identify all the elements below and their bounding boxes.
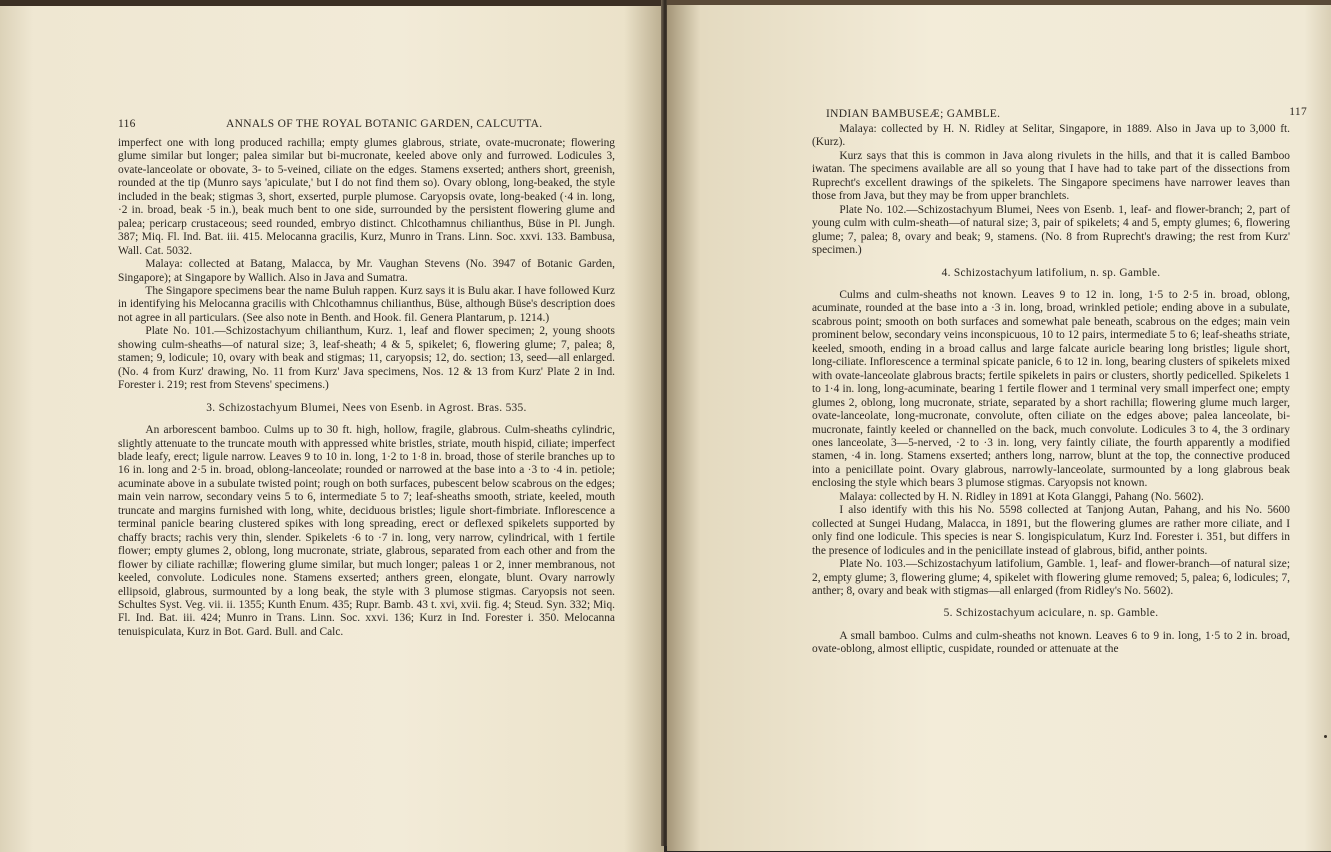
section-heading: 4. Schizostachyum latifolium, n. sp. Gamble. xyxy=(941,266,1161,279)
paragraph: Malaya: collected at Batang, Malacca, by Mr. Vaughan Stevens (No. 3947 of Botanic Garden, Singapore); at Singapore by Wallich. Also in Java and Sumatra. xyxy=(118,258,615,284)
paragraph: The Singapore specimens bear the name Buluh rappen. Kurz says it is Bulu akar. I have followed Kurz in identifying his Melocanna gracilis with Chlcothamnus chilianthus, Büse, although Büse's description does not agree in all particulars. (See also note in Benth. and Hook. fil. Genera Plantarum, p. 1214.) xyxy=(118,284,615,324)
left-page-number: 116 xyxy=(118,118,136,130)
left-running-head: ANNALS OF THE ROYAL BOTANIC GARDEN, CALCUTTA. xyxy=(226,118,543,130)
paragraph: Kurz says that this is common in Java along rivulets in the hills, and that it is called Bamboo iwatan. The specimens available are all so young that I have had to take part of the dissections from Ruprecht's excellent drawings of the spikelets. The Singapore specimens have narrower leaves than those from Java, but they may be from upper branchlets. xyxy=(812,149,1290,203)
paragraph: I also identify with this his No. 5598 collected at Tanjong Autan, Pahang, and his No. 5600 collected at Sungei Hudang, Malacca, in 1891, but the flowering glumes are rather more ciliate, and I only find one lodicule. This species is near S. longispiculatum, Kurz Ind. Forester i. 351, but differs in the presence of lodicules and in the penicillate instead of glabrous, bifid, anther points. xyxy=(812,504,1290,557)
left-page-body xyxy=(118,137,615,639)
right-page-number: 117 xyxy=(1289,106,1307,118)
paragraph: An arborescent bamboo. Culms up to 30 ft. high, hollow, fragile, glabrous. Culm-sheaths cylindric, slightly attenuate to the truncate mouth with appressed white bristles, striate, mouth hispid, ciliate; imperfect blade leafy, erect; ligule narrow. Leaves 9 to 10 in. long, 1·2 to 1·8 in. broad, those of sterile branches up to 16 in. long and 2·5 in. broad, oblong-lanceolate; rounded or narrowed at the base into a ·3 to ·4 in. petiole; acuminate above in a subulate twisted point; rough on both surfaces, pubescent below scabrous on the edges; main vein narrow, secondary veins 5 to 6, intermediate 5 to 7; leaf-sheaths smooth, striate, keeled, mouth truncate and margins furnished with long, white, deciduous bristles; ligule short-fimbriate. Inflorescence a terminal panicle bearing clustered spikes with long spreading, erect or deflexed spikelets supported by chaffy bracts; rachis very thin, slender. Spikelets ·6 to ·7 in. long, very narrow, cylindrical, with 1 fertile flower; empty glumes 2, oblong, long mucronate, striate, glabrous, separated from each other and from the flower by ciliate rachillæ; flowering glume similar, but much longer; paleas 1 or 2, inner membranous, not keeled, convolute. Lodicules none. Stamens exserted; anthers green, elongate, blunt. Ovary narrowly ellipsoid, glabrous, surmounted by a long beak, the style with 3 plumose stigmas. Caryopsis not seen. Schultes Syst. Veg. vii. ii. 1355; Kunth Enum. 435; Rupr. Bamb. 43 t. xvi, xvii. fig. 4; Steud. Syn. 332; Miq. Fl. Ind. Bat. iii. 424; Munro in Trans. Linn. Soc. xxvi. 136; Kurz in Ind. Forester i. 350. Melocanna tenuispiculata, Kurz in Bot. Gard. Bull. and Calc. xyxy=(118,424,615,638)
left-page xyxy=(0,0,664,852)
page-speck xyxy=(1324,735,1327,738)
paragraph: imperfect one with long produced rachilla; empty glumes glabrous, striate, ovate-mucronate; flowering glume similar but longer; palea similar but bi-mucronate, keeled above only and furrowed. Lodicules 3, ovate-lanceolate or obovate, 3- to 5-veined, ciliate on the edges. Stamens exserted; anthers short, greenish, rounded at the tip (Munro says 'apiculate,' but I do not find them so). Ovary oblong, long-beaked, the style included in the beak; stigmas 3, short, exserted, purple plumose. Caryopsis ovate, long-beaked (·4 in. long, ·2 in. broad, beak ·5 in.), beak much bent to one side, surrounded by the persistent flowering glume and palea; pericarp crustaceous; seed rounded, embryo distinct. Chlcothamnus chilianthus, Büse in Pl. Jungh. 387; Miq. Fl. Ind. Bat. iii. 415. Melocanna gracilis, Kurz, Munro in Trans. Linn. Soc. xxvi. 133. Bambusa, Wall. Cat. 5032. xyxy=(118,137,615,257)
paragraph: Malaya: collected by H. N. Ridley at Selitar, Singapore, in 1889. Also in Java up to 3,000 ft. (Kurz). xyxy=(812,123,1290,149)
paragraph: A small bamboo. Culms and culm-sheaths not known. Leaves 6 to 9 in. long, 1·5 to 2 in. broad, ovate-oblong, almost elliptic, cuspidate, rounded or attenuate at the xyxy=(812,629,1290,656)
section-heading: 5. Schizostachyum aciculare, n. sp. Gamble. xyxy=(943,607,1159,620)
paragraph: Culms and culm-sheaths not known. Leaves 9 to 12 in. long, 1·5 to 2·5 in. broad, oblong, acuminate, rounded at the base into a ·3 in. long, broad, wrinkled petiole; ending above in a subulate, scabrous point; smooth on both surfaces and somewhat pale beneath, scabrous on the edges; main vein prominent below, secondary veins inconspicuous, 10 to 12 pairs, intermediate 5 to 6; leaf-sheaths striate, keeled, smooth, ending in a broad callus and large falcate auricle bearing long bristles; ligule short, long-ciliate. Inflorescence a terminal spicate panicle, 6 to 12 in. long, bearing clusters of spikelets mixed with ovate-lanceolate glabrous bracts; fertile spikelets in pairs or clusters, shortly pedicelled. Spikelets 1 to 1·4 in. long, long-acuminate, bearing 1 fertile flower and 1 terminal very small imperfect one; empty glumes 2, oblong, long mucronate, striate, separated by a short rachilla; flowering glume much larger, ovate-lanceolate, long-mucronate, convolute, often ciliate on the edges above; palea lanceolate, bi-mucronate, faintly keeled or channelled on the back, much convolute. Lodicules 3 to 4, the 3 ordinary ones lanceolate, 3—5-nerved, ·2 to ·3 in. long, very faintly ciliate, the fourth apparently a modified stamen, ·4 in. long. Stamens exserted; anthers long, narrow, blunt at the top, the connective produced into a penicillate point. Ovary glabrous, narrowly-lanceolate, surmounted by a long glabrous beak enclosing the style which bears 3 plumose stigmas. Caryopsis not known. xyxy=(812,288,1290,490)
section-heading: 3. Schizostachyum Blumei, Nees von Esenb. in Agrost. Bras. 535. xyxy=(206,401,527,414)
paragraph: Plate No. 102.—Schizostachyum Blumei, Nees von Esenb. 1, leaf- and flower-branch; 2, part of young culm with culm-sheath—of natural size; 3, pair of spikelets; 4 and 5, empty glumes; 6, flowering glume; 7, palea; 8, ovary and beak; 9, stamens. (No. 8 from Ruprecht's drawing; the rest from Kurz' specimen.) xyxy=(812,203,1290,257)
paragraph: Plate No. 101.—Schizostachyum chilianthum, Kurz. 1, leaf and flower specimen; 2, young shoots showing culm-sheaths—of natural size; 3, leaf-sheath; 4 & 5, spikelet; 6, flowering glume; 7, palea; 8, stamen; 9, lodicule; 10, ovary with beak and stigmas; 11, caryopsis; 12, do. section; 13, seed—all enlarged. (No. 4 from Kurz' drawing, No. 11 from Kurz' Java specimens, Nos. 12 & 13 from Kurz' Plate 2 in Ind. Forester i. 219; rest from Stevens' specimens.) xyxy=(118,325,615,392)
right-running-head: INDIAN BAMBUSEÆ; GAMBLE. xyxy=(826,108,1001,120)
paragraph: Plate No. 103.—Schizostachyum latifolium, Gamble. 1, leaf- and flower-branch—of natural size; 2, empty glume; 3, flowering glume; 4, spikelet with flowering glume removed; 5, palea; 6, lodicules; 7, anther; 8, ovary and beak with stigmas—all enlarged (from Ridley's No. 5602). xyxy=(812,558,1290,597)
right-page xyxy=(667,0,1331,851)
paragraph: Malaya: collected by H. N. Ridley in 1891 at Kota Glanggi, Pahang (No. 5602). xyxy=(839,490,1204,503)
right-page-body xyxy=(812,123,1290,657)
